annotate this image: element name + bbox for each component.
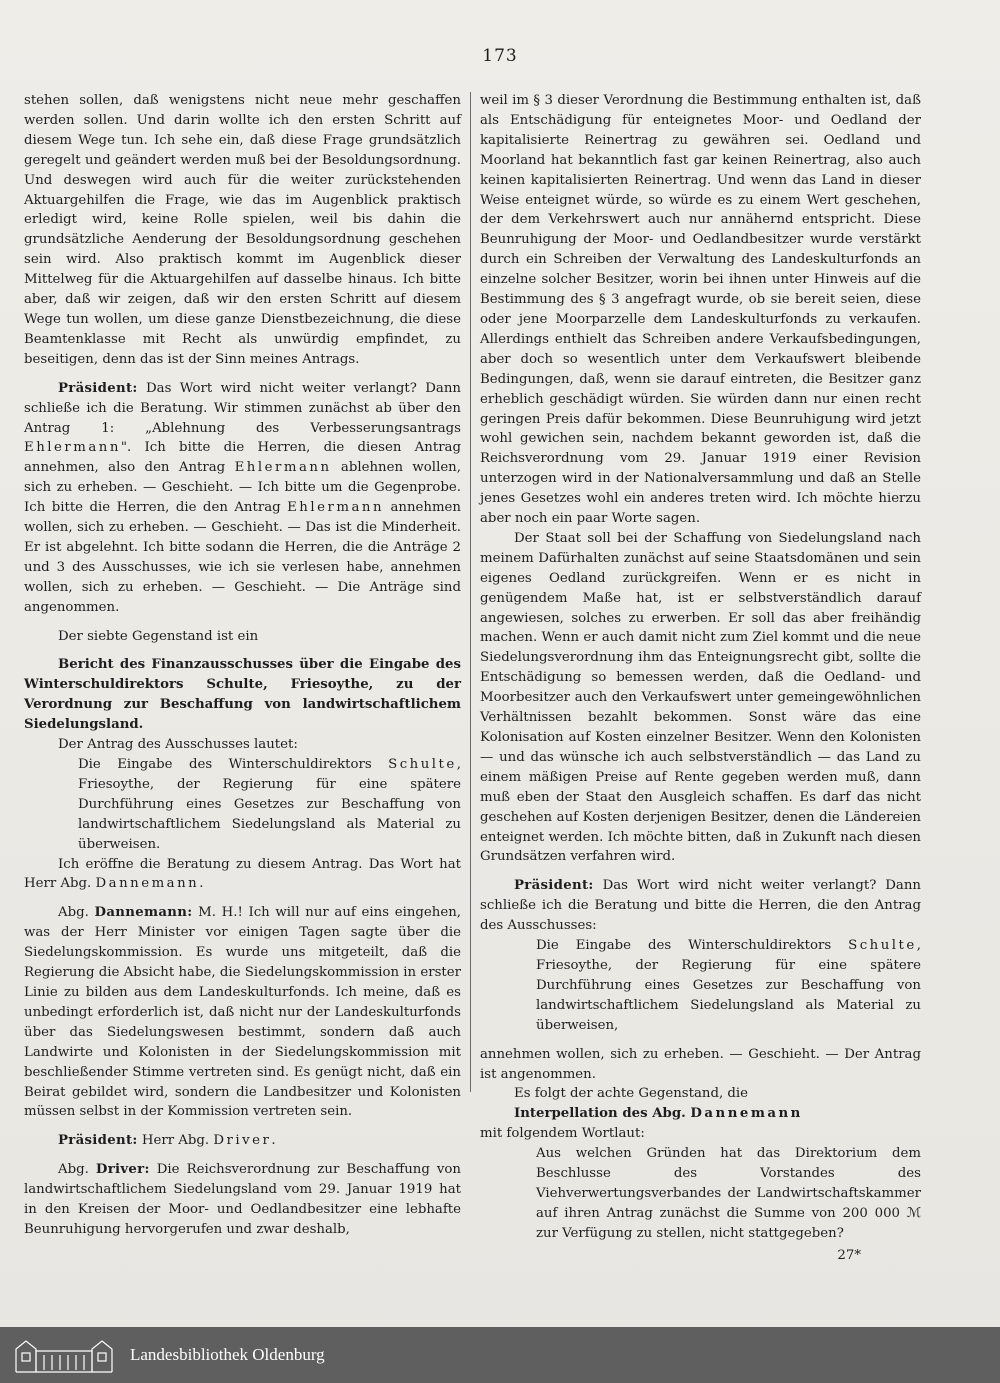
name-dannemann: Dannemann (95, 876, 200, 892)
text: Interpellation des Abg. (514, 1106, 691, 1122)
text: Abg. (58, 1162, 96, 1178)
text: Herr Abg. (137, 1133, 214, 1149)
paragraph: annehmen wollen, sich zu erheben. — Geschieht. — Der Antrag ist angenommen. (480, 1046, 921, 1082)
speaker-label: Präsident: (58, 1133, 138, 1149)
right-column (480, 91, 921, 1266)
name-driver: Driver (213, 1133, 272, 1149)
paragraph: mit folgendem Wortlaut: (480, 1126, 645, 1142)
name-schulte: Schulte (848, 938, 917, 954)
sheet-signature: 27* (837, 1247, 861, 1263)
page-number: 173 (482, 46, 518, 66)
paragraph-driver-speech (24, 1160, 461, 1240)
motion-quote (536, 936, 921, 1036)
paragraph-president-vote (24, 379, 461, 618)
paragraph (24, 1131, 461, 1151)
interpellation-quote: Aus welchen Gründen hat das Direktorium dem Beschlusse des Vorstandes des Viehverwertungsverbandes der Landwirtschaftskammer auf ihren Antrag zunächst die Summe von 200 000 ℳ zur Verfügung zu stellen, nicht stattgegeben? (536, 1146, 921, 1241)
left-column (24, 91, 461, 1240)
text: , Friesoythe, der Regierung für eine spätere Durchführung eines Gesetzes zur Beschaffung von landwirtschaftlichem Siedelungsland als Material zu überweisen. (78, 757, 461, 852)
column-divider (470, 92, 471, 1092)
text: Die Eingabe des Winterschuldirektors (536, 938, 849, 954)
text: Die Reichsverordnung zur Beschaffung von landwirtschaftlichem Siedelungsland vom 29. Januar 1919 hat in den Kreisen der Moor- und Oedlandbesitzer eine lebhafte Beunruhigung hervorgerufen und zwar deshalb, (24, 1162, 461, 1237)
paragraph: stehen sollen, daß wenigstens nicht neue mehr geschaffen werden sollen. Und darin wollte ich den ersten Schritt auf diesem Wege tun. Ich sehe ein, daß diese Frage grundsätzlich geregelt und geändert werden muß bei der Besoldungsordnung. Und deswegen wird auch für die weiter zurückstehenden Aktuargehilfen die Frage, wie das im Augenblick praktisch erledigt wird, keine Rolle spielen, weil bis dahin die grundsätzliche Aenderung der Besoldungsordnung geschehen sein wird. Also praktisch kommt im Augenblick dieser Mittelweg für die Aktuargehilfen auf dasselbe hinaus. Ich bitte aber, daß wir zeigen, daß wir den ersten Schritt auf diesem Wege tun wollen, um diese ganze Dienstbezeichnung, die diese Beamtenklasse mit Recht als unwürdig empfindet, zu beseitigen, denn das ist der Sinn meines Antrags. (24, 93, 461, 367)
name-schulte: Schulte (388, 757, 457, 772)
paragraph: Der Staat soll bei der Schaffung von Siedelungsland nach meinem Dafürhalten zunächst auf seine Staatsdomänen und sein eigenes Oedland zurückgreifen. Wenn er es nicht in genügendem Maße hat, ist er selbstverständlich darauf angewiesen, solches zu erwerben. Er soll das aber freihändig machen. Wenn er auch damit nicht zum Ziel kommt und die neue Siedelungsverordnung ihm das Enteignungsrecht gibt, sollte die Entschädigung so bemessen werden, daß die Oedland- und Moorbesitzer auch den Verkaufswert unter gemeingewöhnlichen Verhältnissen bezahlt bekommen. Sonst wäre das eine Kolonisation auf Kosten einzelner Besitzer. Wenn den Kolonisten — und das wünsche ich auch selbstverständlich — das Land zu einem mäßigen Preise auf Rente gegeben werden muß, dann muß eben der Staat den Ausgleich schaffen. Es darf das nicht geschehen auf Kosten derjenigen Besitzer, denen die Ländereien enteignet werden. Ich möchte bitten, daß in Zukunft nach diesen Grundsätzen verfahren wird. (480, 530, 921, 865)
text: Ich eröffne die Beratung zu diesem Antrag. Das Wort hat Herr Abg. (24, 856, 461, 892)
text: Das Wort wird nicht weiter verlangt? Dann schließe ich die Beratung und bitte die Herren, die den Antrag des Ausschusses: (480, 878, 921, 934)
paragraph: Der Antrag des Ausschusses lautet: (58, 737, 298, 753)
speaker-label: Driver: (95, 1162, 150, 1178)
speaker-label: Präsident: (58, 380, 138, 396)
text: M. H.! Ich will nur auf eins eingehen, was der Herr Minister vor einigen Tagen sagte über die Siedelungskommission. Es wurde uns mitgeteilt, daß die Regierung die Absicht habe, die Siedelungskommission in erster Linie zu bilden aus dem Landeskulturfonds. Ich meine, daß es unbedingt erforderlich ist, daß nicht nur der Landeskulturfonds über das Siedelungswesen bestimmt, sondern daß auch Landwirte und Kolonisten in der Siedelungskommission mit beschließender Stimme vertreten sind. Es genügt nicht, daß ein Beirat gebildet wird, sondern die Landbesitzer und Kolonisten müssen selbst in der Kommission vertreten sein. (24, 905, 461, 1120)
text: Das Wort wird nicht weiter verlangt? Dann schließe ich die Beratung. Wir stimmen zunächst ab über den Antrag 1: „Ablehnung des Verbesserungsantrags (24, 380, 461, 436)
library-building-icon (14, 1337, 114, 1373)
paragraph: Es folgt der achte Gegenstand, die (514, 1086, 749, 1102)
text: annehmen wollen, sich zu erheben. — Geschieht. — Das ist die Minderheit. Er ist abgelehnt. Ich bitte sodann die Herren, die die Anträge 2 und 3 des Ausschusses, wie ich sie verlesen habe, annehmen wollen, sich zu erheben. — Geschieht. — Die Anträge sind angenommen. (24, 500, 461, 615)
text: . (271, 1133, 276, 1149)
library-name[interactable]: Landesbibliothek Oldenburg (130, 1345, 325, 1364)
agenda-heading (480, 1104, 921, 1124)
paragraph: weil im § 3 dieser Verordnung die Bestimmung enthalten ist, daß als Entschädigung für enteignetes Moor- und Oedland der kapitalisierte Reinertrag zu gewähren sei. Oedland und Moorland hat bekanntlich fast gar keinen Reinertrag, also auch keinen kapitalisierten Reinertrag. Und wenn das Land in dieser Weise enteignet würde, so würde es zu einem Wert geschehen, der dem Verkehrswert auch nur annähernd entspricht. Diese Beunruhigung der Moor- und Oedlandbesitzer wurde verstärkt durch ein Schreiben der Verwaltung des Landeskulturfonds an einzelne solcher Besitzer, worin bei ihnen unter Hinweis auf die Bestimmung des § 3 angefragt wurde, ob sie bereit seien, diese oder jene Moorparzelle dem Landeskulturfonds zu verkaufen. Allerdings enthielt das Schreiben andere Verkaufsbedingungen, aber doch so wesentlich unter dem Verkaufswert bleibende Bedingungen, daß, wenn sie darauf eintreten, die Besitzer ganz erheblich geschädigt würden. Sie würden dann nur einen recht geringen Preis dafür bekommen. Diese Beunruhigung wird jetzt wohl gewichen sein, nachdem bekannt geworden ist, daß die Reichsverordnung vom 29. Januar 1919 einer Revision unterzogen wird in der Nationalversammlung und daß an Stelle jenes Gesetzes wohl ein anderes treten wird. Ich möchte hierzu aber noch ein paar Worte sagen. (480, 93, 921, 527)
paragraph: Der siebte Gegenstand ist ein (58, 628, 259, 644)
text: Die Eingabe des Winterschuldirektors (78, 757, 389, 772)
paragraph-dannemann-speech (24, 903, 461, 1122)
text: ". Ich bitte die Herren, die diesen Antrag annehmen, also den Antrag (24, 440, 461, 476)
paragraph-president-close (480, 876, 921, 936)
agenda-heading: Bericht des Finanzausschusses über die Eingabe des Winterschuldirektors Schulte, Friesoythe, zu der Verordnung zur Beschaffung von landwirtschaftlichem Siedelungsland. (24, 657, 461, 733)
speaker-label: Dannemann: (94, 905, 193, 921)
paragraph (24, 855, 461, 895)
name-ehlermann: Ehlermann (287, 500, 385, 516)
text: Abg. (58, 905, 95, 921)
speaker-label: Präsident: (514, 878, 594, 894)
library-footer (0, 1327, 1000, 1383)
name-ehlermann: Ehlermann (24, 440, 121, 456)
motion-quote (78, 755, 461, 855)
name-dannemann: Dannemann (690, 1106, 803, 1122)
name-ehlermann: Ehlermann (234, 460, 332, 476)
text: ablehnen wollen, sich zu erheben. — Geschieht. — Ich bitte um die Gegenprobe. Ich bitte die Herren, die den Antrag (24, 460, 461, 516)
text: , Friesoythe, der Regierung für eine spätere Durchführung eines Gesetzes zur Beschaffung von landwirtschaftlichem Siedelungsland als Material zu überweisen, (536, 938, 921, 1033)
text: . (199, 876, 204, 892)
